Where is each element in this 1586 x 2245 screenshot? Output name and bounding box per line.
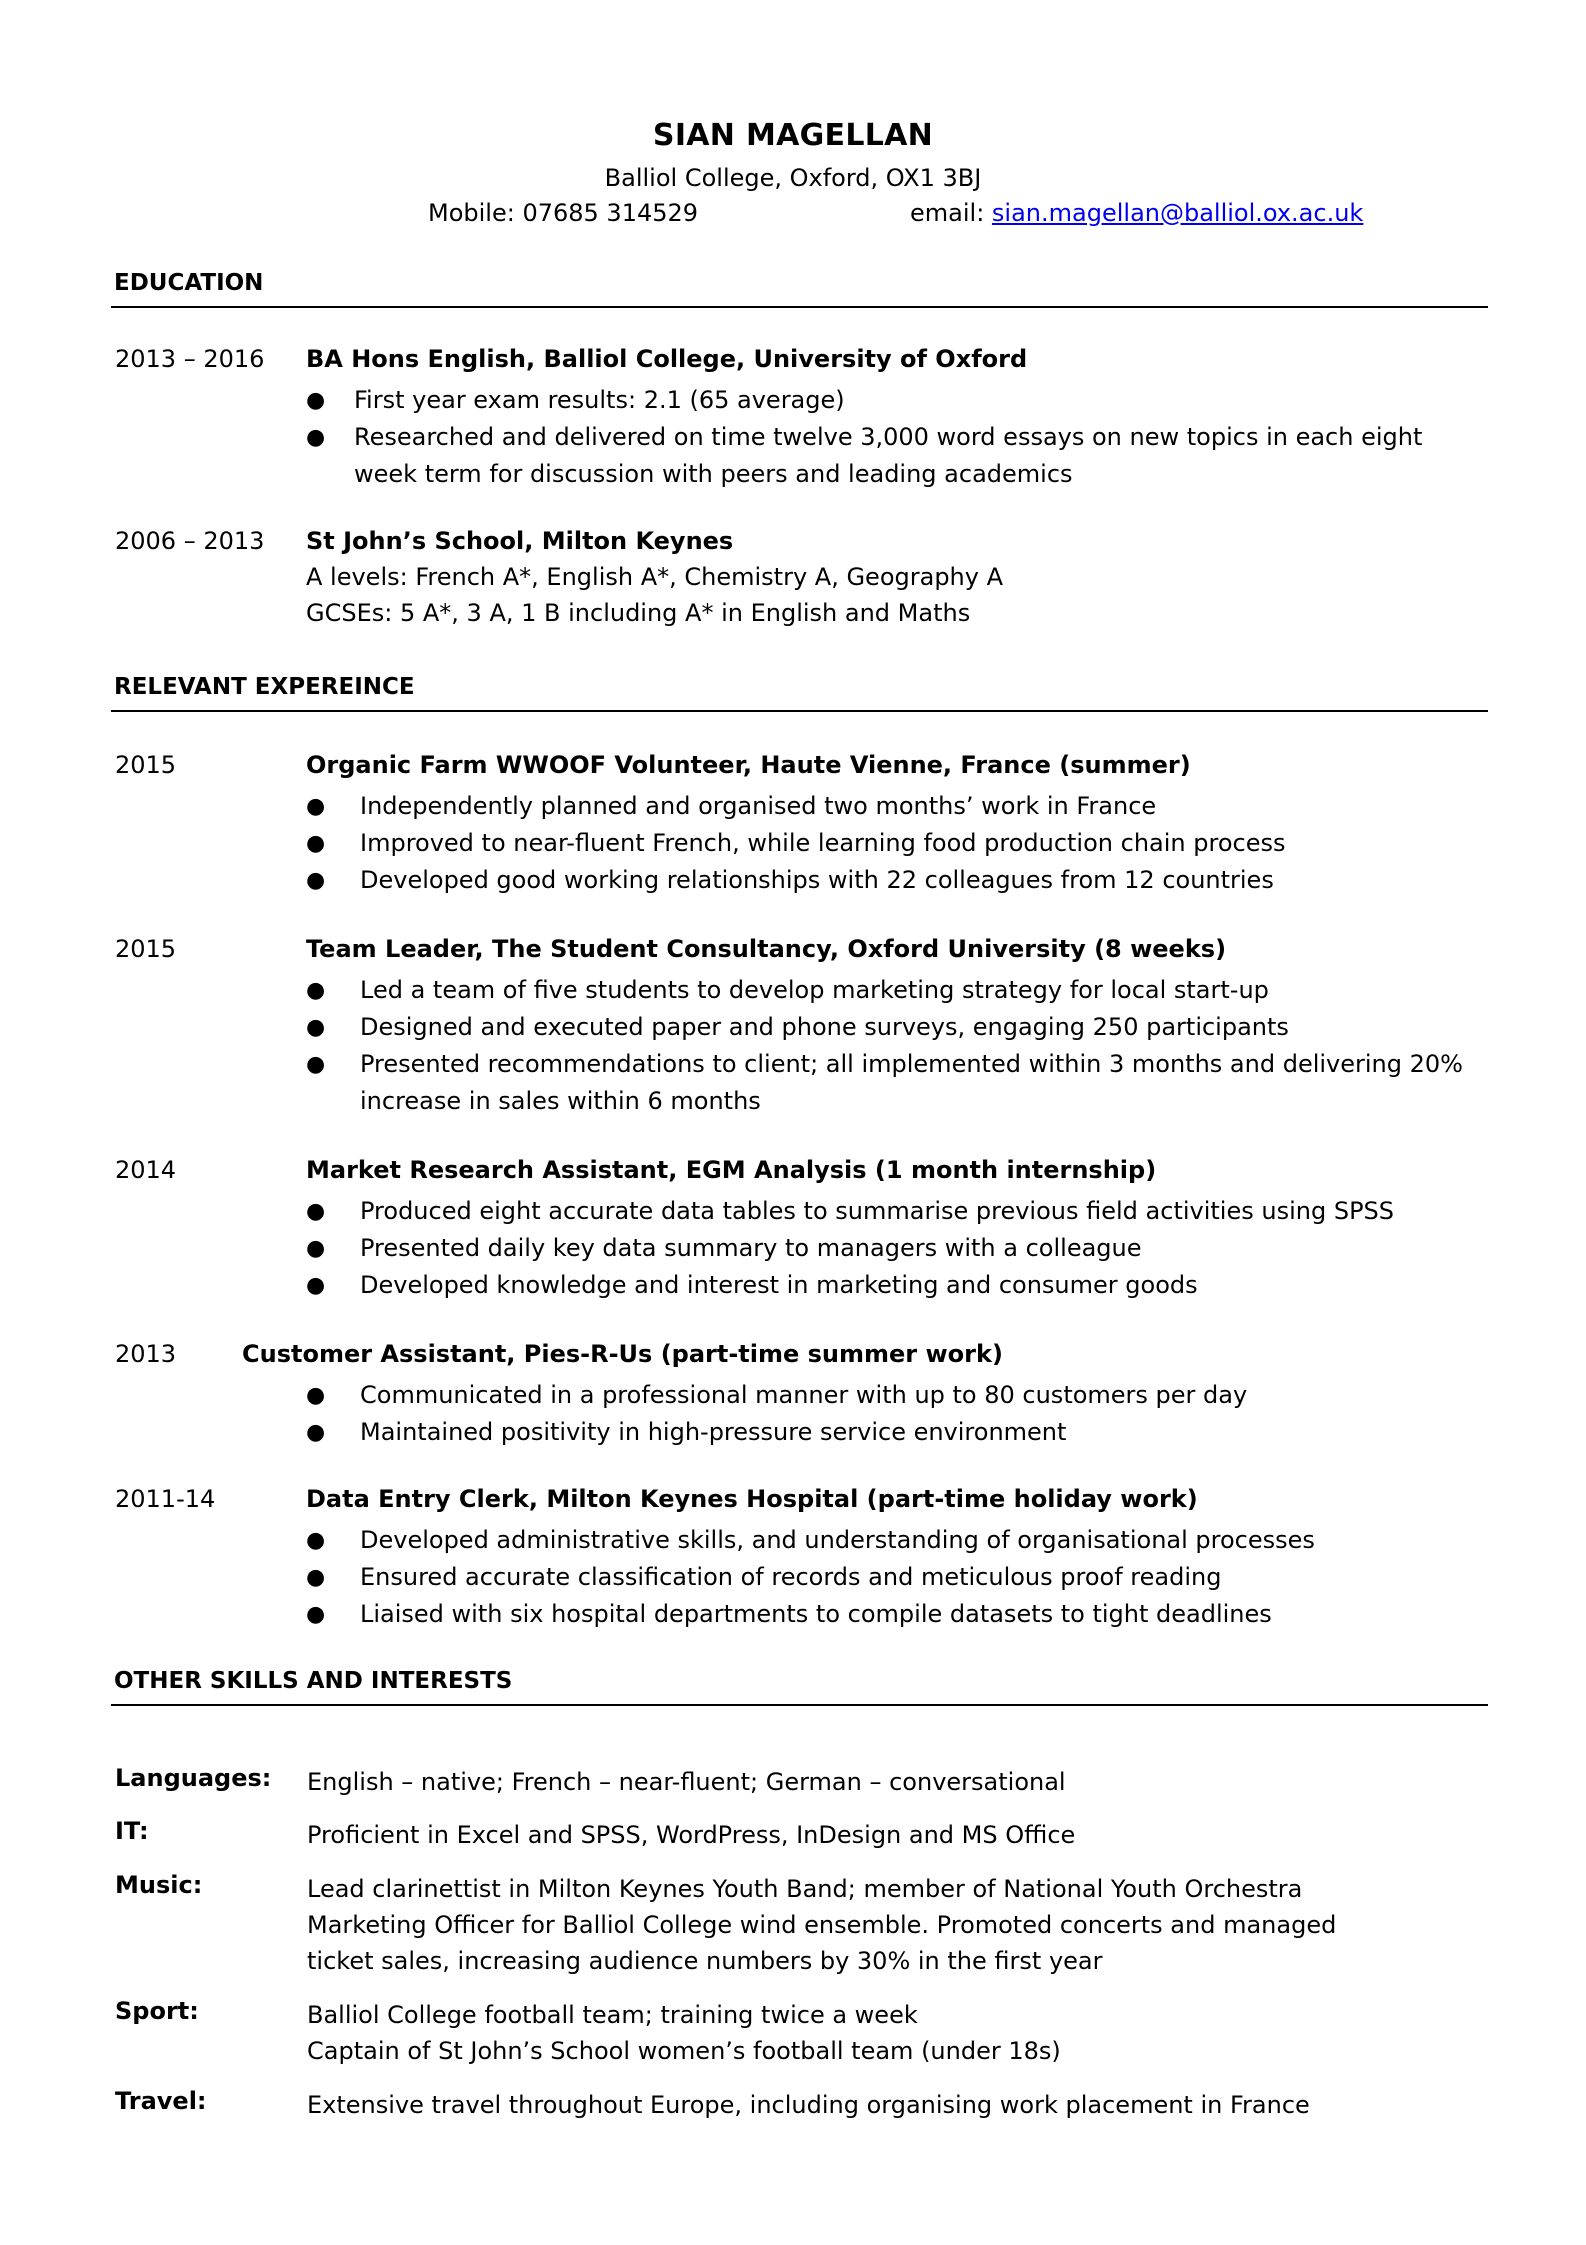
skill-details — [307, 2087, 1310, 2123]
list-item: ● Researched and delivered on time twelve 3,000 word essays on new topics in each eight — [306, 419, 1422, 456]
section-title-experience: RELEVANT EXPEREINCE — [114, 674, 415, 700]
list-item: ● First year exam results: 2.1 (65 average) — [306, 382, 1422, 419]
skill-details — [307, 1871, 1336, 1979]
list-item: ● Presented daily key data summary to managers with a colleague — [306, 1230, 1394, 1267]
entry-title: Data Entry Clerk, Milton Keynes Hospital (part-time holiday work) — [306, 1485, 1198, 1513]
list-item: ● Designed and executed paper and phone surveys, engaging 250 participants — [306, 1009, 1463, 1046]
skill-details — [307, 1997, 1061, 2069]
skill-label: Travel: — [115, 2087, 207, 2115]
skill-label: Languages: — [115, 1764, 272, 1792]
skill-details — [307, 1817, 1075, 1853]
bullet-list — [306, 972, 1463, 1120]
section-title-education: EDUCATION — [114, 270, 264, 296]
entry-date: 2015 — [115, 935, 177, 963]
skill-line: English – native; French – near-fluent; German – conversational — [307, 1768, 1066, 1796]
email-link[interactable]: sian.magellan@balliol.ox.ac.uk — [991, 199, 1364, 227]
entry-date: 2014 — [115, 1156, 177, 1184]
section-divider — [111, 306, 1488, 308]
entry-date: 2013 – 2016 — [115, 345, 265, 373]
entry-date: 2011-14 — [115, 1485, 216, 1513]
list-item: ● Led a team of five students to develop marketing strategy for local start-up — [306, 972, 1463, 1009]
bullet-dot: ● — [306, 1528, 326, 1553]
skill-line: Extensive travel throughout Europe, including organising work placement in France — [307, 2091, 1310, 2119]
mobile-number: Mobile: 07685 314529 — [428, 199, 699, 227]
bullet-list — [306, 1522, 1315, 1633]
skill-line: ticket sales, increasing audience numbers by 30% in the first year — [307, 1947, 1103, 1975]
list-item: ● Developed knowledge and interest in marketing and consumer goods — [306, 1267, 1394, 1304]
email-line — [910, 199, 1363, 227]
list-item: ● Ensured accurate classification of records and meticulous proof reading — [306, 1559, 1315, 1596]
bullet-list — [306, 788, 1285, 899]
bullet-dot: ● — [306, 978, 326, 1003]
bullet-dot: ● — [306, 1199, 326, 1224]
list-item: ● Developed good working relationships with 22 colleagues from 12 countries — [306, 862, 1285, 899]
entry-title: Customer Assistant, Pies-R-Us (part-time summer work) — [242, 1340, 1003, 1368]
section-divider — [111, 710, 1488, 712]
skill-line: Proficient in Excel and SPSS, WordPress, InDesign and MS Office — [307, 1821, 1076, 1849]
list-item: ● Liaised with six hospital departments to compile datasets to tight deadlines — [306, 1596, 1315, 1633]
bullet-dot: ● — [306, 794, 326, 819]
bullet-list — [306, 382, 1422, 493]
bullet-dot: ● — [306, 1236, 326, 1261]
bullet-dot: ● — [306, 1273, 326, 1298]
skill-label: Sport: — [115, 1997, 199, 2025]
skill-line: Balliol College football team; training twice a week — [307, 2001, 918, 2029]
entry-date: 2006 – 2013 — [115, 527, 265, 555]
list-item: ● Improved to near-fluent French, while learning food production chain process — [306, 825, 1285, 862]
list-item: ● Produced eight accurate data tables to summarise previous field activities using SPSS — [306, 1193, 1394, 1230]
bullet-list — [306, 1193, 1394, 1304]
list-item: increase in sales within 6 months — [360, 1087, 761, 1115]
skill-label: IT: — [115, 1817, 149, 1845]
entry-title: Team Leader, The Student Consultancy, Oxford University (8 weeks) — [306, 935, 1227, 963]
bullet-dot: ● — [306, 868, 326, 893]
entry-title: Organic Farm WWOOF Volunteer, Haute Vienne, France (summer) — [306, 751, 1191, 779]
list-item: ● Developed administrative skills, and understanding of organisational processes — [306, 1522, 1315, 1559]
list-item: ● Communicated in a professional manner with up to 80 customers per day — [306, 1377, 1247, 1414]
entry-title: Market Research Assistant, EGM Analysis (1 month internship) — [306, 1156, 1157, 1184]
skill-details — [307, 1764, 1066, 1800]
list-item: ● Presented recommendations to client; all implemented within 3 months and delivering 20% — [306, 1046, 1463, 1083]
bullet-dot: ● — [306, 1565, 326, 1590]
list-item: week term for discussion with peers and leading academics — [354, 460, 1073, 488]
address: Balliol College, Oxford, OX1 3BJ — [604, 164, 982, 192]
section-title-skills: OTHER SKILLS AND INTERESTS — [114, 1668, 513, 1694]
bullet-list — [306, 1377, 1247, 1451]
entry-date: 2015 — [115, 751, 177, 779]
list-item: ● Independently planned and organised two months’ work in France — [306, 788, 1285, 825]
email-label: email: — [910, 199, 985, 227]
bullet-dot: ● — [306, 1602, 326, 1627]
bullet-dot: ● — [306, 1052, 326, 1077]
section-divider — [111, 1704, 1488, 1706]
skill-line: Marketing Officer for Balliol College wind ensemble. Promoted concerts and managed — [307, 1911, 1337, 1939]
cv-name: SIAN MAGELLAN — [652, 118, 934, 153]
skill-line: Captain of St John’s School women’s football team (under 18s) — [307, 2037, 1061, 2065]
entry-title: BA Hons English, Balliol College, University of Oxford — [306, 345, 1028, 373]
list-item: ● Maintained positivity in high-pressure service environment — [306, 1414, 1247, 1451]
bullet-dot: ● — [306, 831, 326, 856]
bullet-dot: ● — [306, 1420, 326, 1445]
bullet-dot: ● — [306, 388, 326, 413]
bullet-dot: ● — [306, 1383, 326, 1408]
skill-label: Music: — [115, 1871, 203, 1899]
entry-title: St John’s School, Milton Keynes — [306, 527, 734, 555]
education-detail: A levels: French A*, English A*, Chemistry A, Geography A — [306, 563, 1004, 591]
entry-date: 2013 — [115, 1340, 177, 1368]
bullet-dot: ● — [306, 1015, 326, 1040]
education-detail: GCSEs: 5 A*, 3 A, 1 B including A* in English and Maths — [306, 599, 971, 627]
skill-line: Lead clarinettist in Milton Keynes Youth Band; member of National Youth Orchestra — [307, 1875, 1303, 1903]
bullet-dot: ● — [306, 425, 326, 450]
